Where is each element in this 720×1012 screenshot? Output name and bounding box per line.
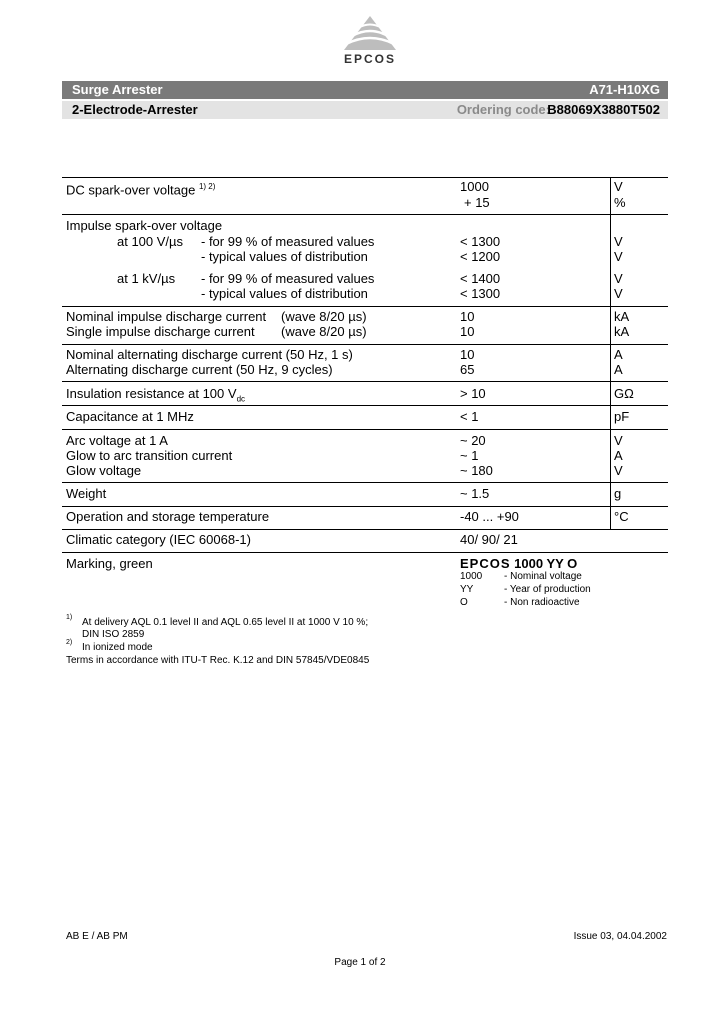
glow-voltage-value: ~ 180 <box>460 463 493 478</box>
marking-key-3: O <box>460 597 468 608</box>
nominal-ac-unit: A <box>614 347 623 362</box>
marking-label: Marking, green <box>66 556 153 571</box>
row-divider <box>62 429 668 430</box>
row-divider <box>62 506 668 507</box>
row-divider <box>62 529 668 530</box>
dc-spark-unit: V <box>614 179 623 194</box>
nominal-ac-label: Nominal alternating discharge current (50 Hz, 1 s) <box>66 347 353 362</box>
footer-issue: Issue 03, 04.04.2002 <box>573 931 667 942</box>
weight-label: Weight <box>66 486 107 501</box>
nominal-impulse-unit: kA <box>614 309 630 324</box>
impulse-value-1: < 1300 <box>460 234 501 249</box>
arc-voltage-label: Arc voltage at 1 A <box>66 433 168 448</box>
page-number: Page 1 of 2 <box>334 957 386 968</box>
weight-value: ~ 1.5 <box>460 486 490 501</box>
product-type: Surge Arrester <box>72 82 163 97</box>
nominal-impulse-label: Nominal impulse discharge current <box>66 309 267 324</box>
weight-unit: g <box>614 486 622 501</box>
row-divider <box>62 482 668 483</box>
footnote-text-1: At delivery AQL 0.1 level II and AQL 0.65 level II at 1000 V 10 %; <box>82 617 369 628</box>
impulse-99-a: - for 99 % of measured values <box>201 234 375 249</box>
nominal-ac-value: 10 <box>460 347 475 362</box>
header-bar-ordering <box>62 101 668 119</box>
ordering-code: B88069X3880T502 <box>547 102 660 117</box>
arc-voltage-unit: V <box>614 433 623 448</box>
insulation-value: > 10 <box>460 386 486 401</box>
glow-transition-value: ~ 1 <box>460 448 479 463</box>
climatic-label: Climatic category (IEC 60068-1) <box>66 532 251 547</box>
glow-voltage-unit: V <box>614 463 623 478</box>
insulation-unit: GΩ <box>614 386 634 401</box>
impulse-99-b: - for 99 % of measured values <box>201 271 375 286</box>
header-bar-product <box>62 81 668 99</box>
subtitle: 2-Electrode-Arrester <box>72 102 198 117</box>
impulse-unit-4: V <box>614 286 623 301</box>
row-divider <box>62 344 668 345</box>
single-impulse-label: Single impulse discharge current <box>66 324 255 339</box>
marking-desc-3: - Non radioactive <box>504 597 580 608</box>
arc-voltage-value: ~ 20 <box>460 433 486 448</box>
impulse-unit-3: V <box>614 271 623 286</box>
row-divider <box>62 306 668 307</box>
single-impulse-wave: (wave 8/20 µs) <box>281 324 367 339</box>
epcos-logo <box>330 14 410 68</box>
footnote-text-2: In ionized mode <box>82 642 153 653</box>
product-code: A71-H10XG <box>589 82 660 97</box>
dc-spark-label: DC spark-over voltage $^{1) 2)}$ <box>66 182 216 198</box>
alternating-ac-unit: A <box>614 362 623 377</box>
row-divider <box>62 177 668 178</box>
temperature-unit: °C <box>614 509 629 524</box>
dc-spark-tolerance-unit: % <box>614 195 626 210</box>
capacitance-label: Capacitance at 1 MHz <box>66 409 194 424</box>
single-impulse-value: 10 <box>460 324 475 339</box>
impulse-label: Impulse spark-over voltage <box>66 218 223 233</box>
marking-key-2: YY <box>460 584 474 595</box>
nominal-impulse-wave: (wave 8/20 µs) <box>281 309 367 324</box>
logo-text: EPCOS <box>343 52 396 66</box>
impulse-unit-1: V <box>614 234 623 249</box>
impulse-rate-1k: at 1 kV/µs <box>117 271 176 286</box>
impulse-value-3: < 1400 <box>460 271 501 286</box>
glow-transition-unit: A <box>614 448 623 463</box>
alternating-ac-label: Alternating discharge current (50 Hz, 9 cycles) <box>66 362 333 377</box>
marking-key-1: 1000 <box>460 571 483 582</box>
insulation-label: Insulation resistance at 100 $V_{dc}$ <box>66 386 246 404</box>
impulse-rate-100: at 100 V/µs <box>117 234 184 249</box>
footnote-number-1: 1) <box>66 614 73 621</box>
capacitance-value: < 1 <box>460 409 479 424</box>
alternating-ac-value: 65 <box>460 362 475 377</box>
dc-spark-tolerance: + 15 <box>464 195 490 210</box>
epcos-triangle-icon <box>330 14 410 52</box>
impulse-typ-b: - typical values of distribution <box>201 286 368 301</box>
nominal-impulse-value: 10 <box>460 309 475 324</box>
marking-desc-2: - Year of production <box>504 584 591 595</box>
impulse-value-4: < 1300 <box>460 286 501 301</box>
footnote-text-1b: DIN ISO 2859 <box>82 629 145 640</box>
impulse-value-2: < 1200 <box>460 249 501 264</box>
marking-code: EPCOS 1000 YY O <box>460 556 578 571</box>
glow-transition-label: Glow to arc transition current <box>66 448 233 463</box>
glow-voltage-label: Glow voltage <box>66 463 142 478</box>
single-impulse-unit: kA <box>614 324 630 339</box>
row-divider <box>62 381 668 382</box>
footer-department: AB E / AB PM <box>66 931 128 942</box>
ordering-label: Ordering code: <box>456 102 550 117</box>
temperature-value: -40 ... +90 <box>460 509 519 524</box>
capacitance-unit: pF <box>614 409 630 424</box>
row-divider <box>62 552 668 553</box>
unit-column-divider <box>610 177 611 529</box>
row-divider <box>62 214 668 215</box>
marking-desc-1: - Nominal voltage <box>504 571 582 582</box>
terms-note: Terms in accordance with ITU-T Rec. K.12 and DIN 57845/VDE0845 <box>66 655 370 666</box>
footnote-number-2: 2) <box>66 639 73 646</box>
impulse-unit-2: V <box>614 249 623 264</box>
impulse-typ-a: - typical values of distribution <box>201 249 368 264</box>
temperature-label: Operation and storage temperature <box>66 509 270 524</box>
climatic-value: 40/ 90/ 21 <box>460 532 518 547</box>
dc-spark-value: 1000 <box>460 179 489 194</box>
